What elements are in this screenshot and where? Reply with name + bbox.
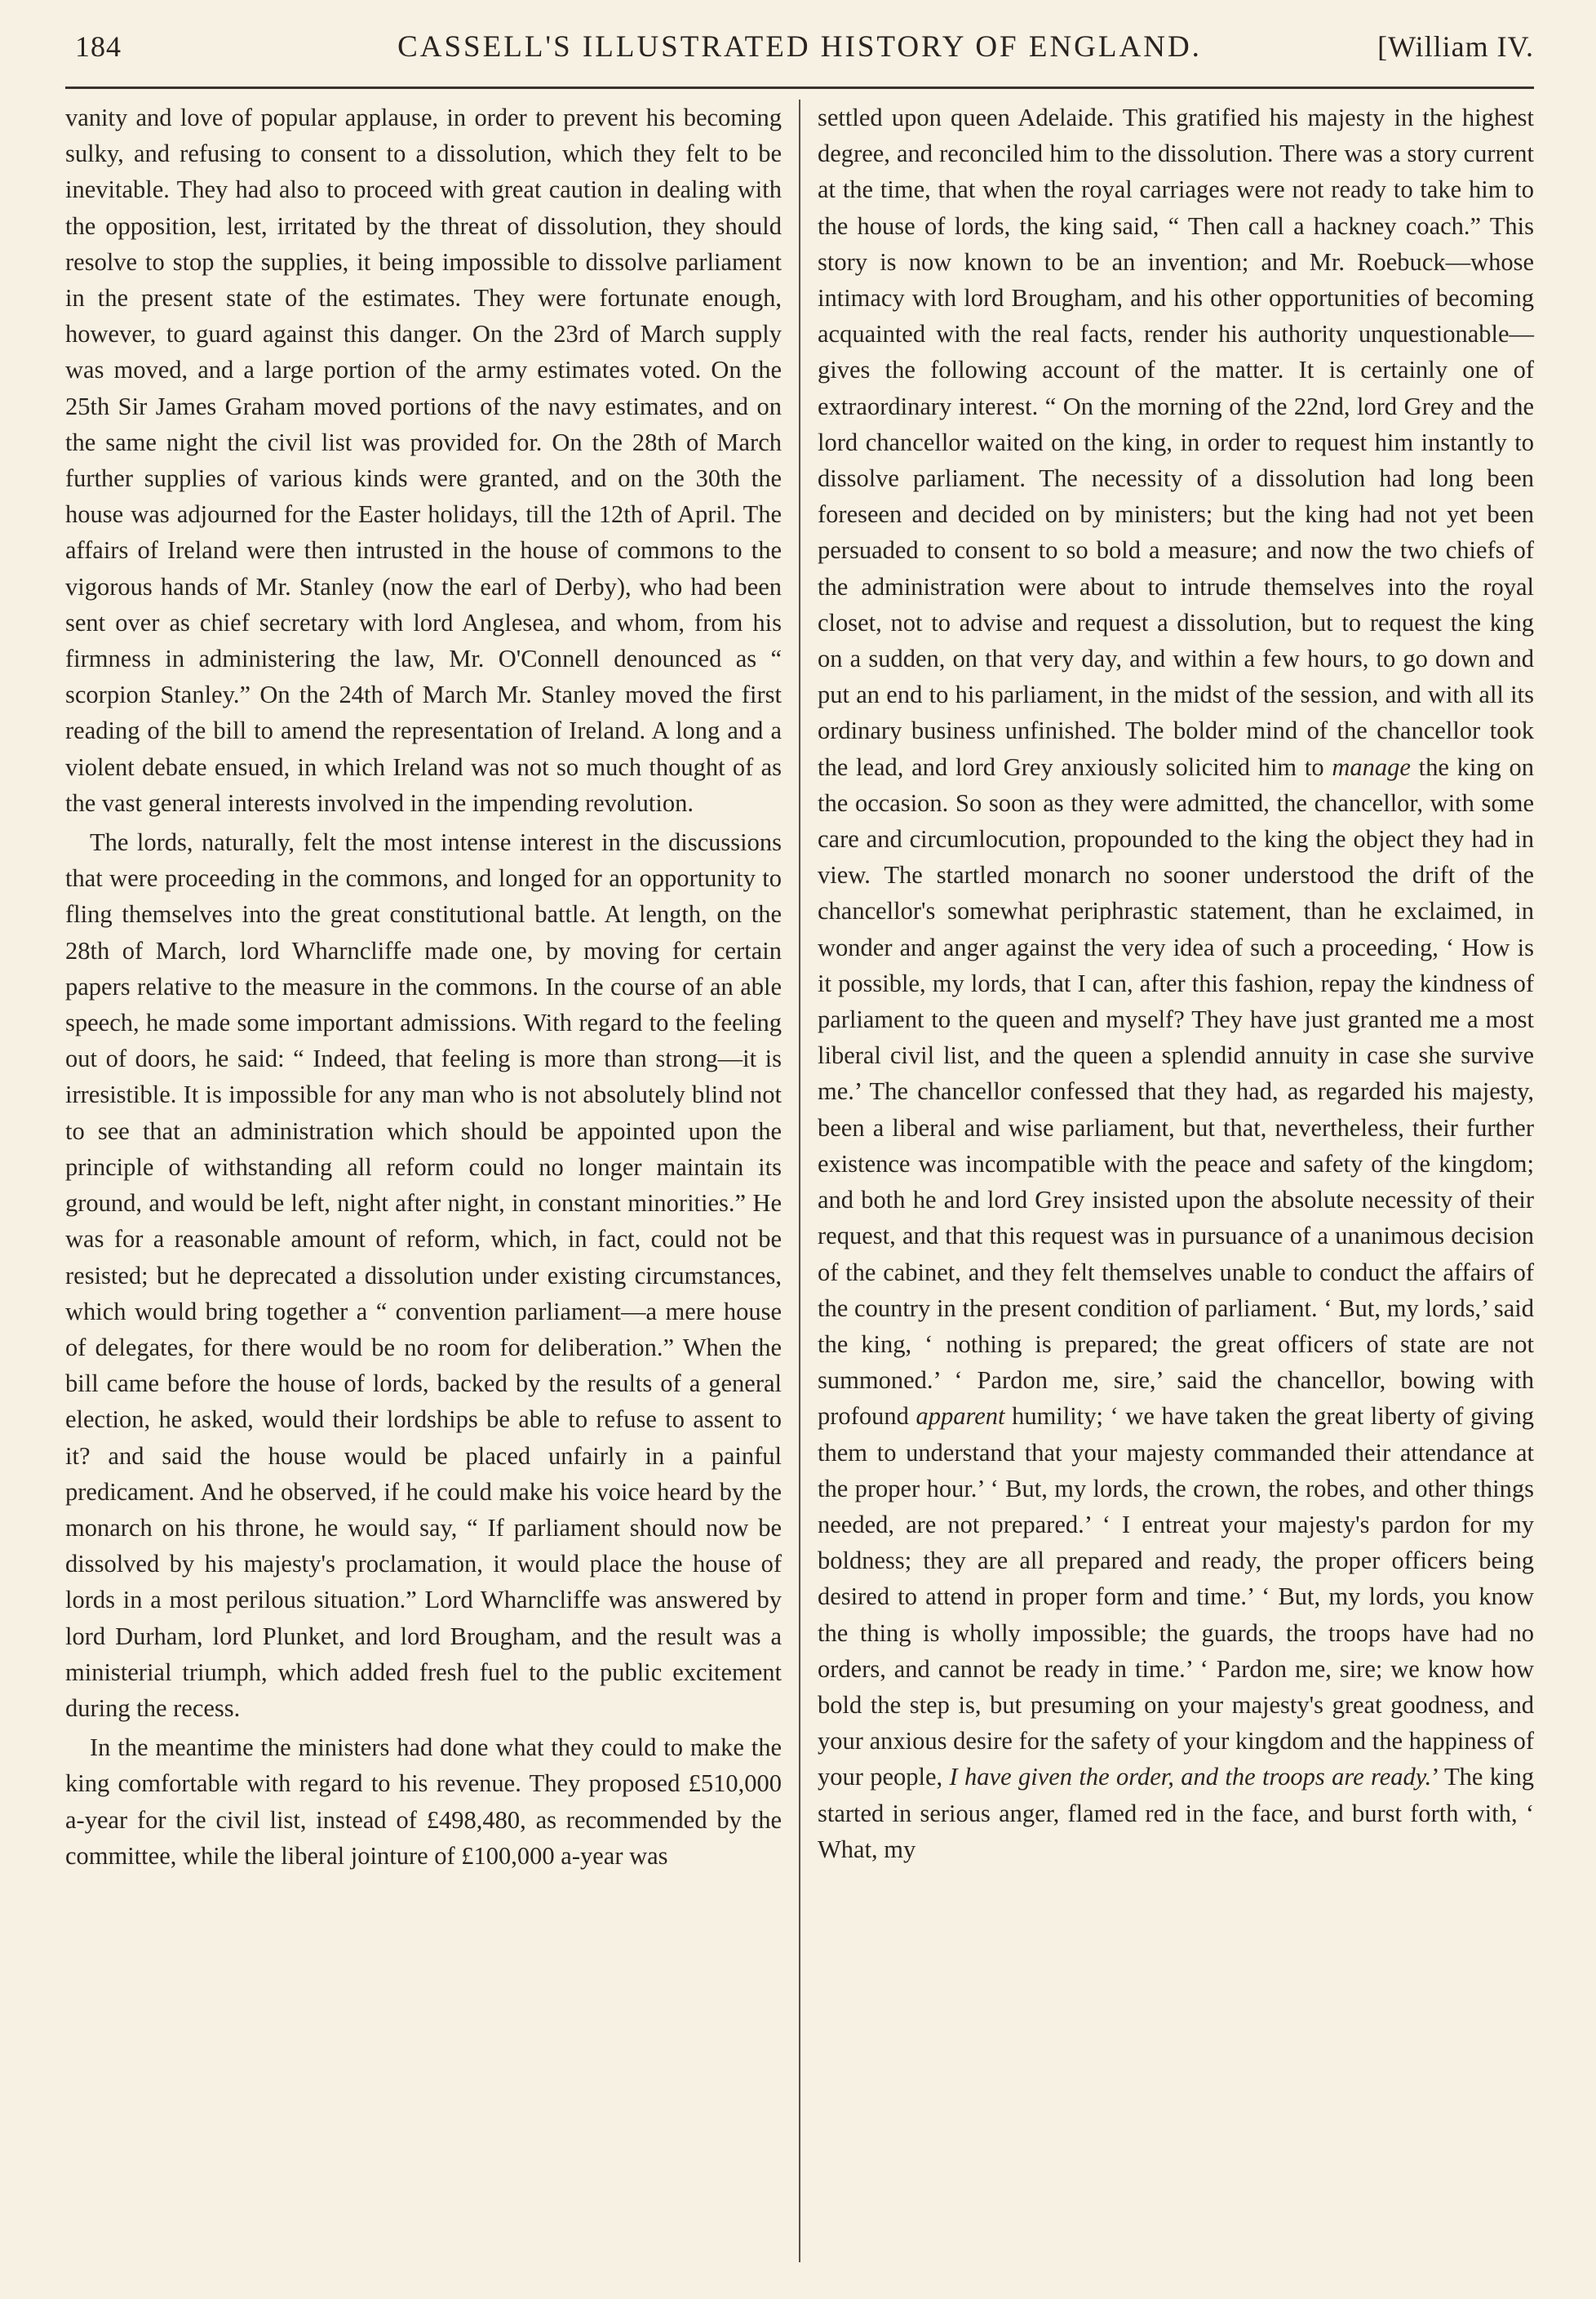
running-reign: [William IV. — [1377, 30, 1534, 63]
paragraph: vanity and love of popular applause, in order to prevent his becoming sulky, and refusing to consent to a dissolution, which they felt to be inevitable. They had also to proceed with great caution in dealing with the opposition, lest, irritated by the threat of dissolution, they should resolve to stop the supplies, it being impossible to dissolve parliament in the present state of the estimates. They were fortunate enough, however, to guard against this danger. On the 23rd of March supply was moved, and a large portion of the army estimates voted. On the 25th Sir James Graham moved portions of the navy estimates, and on the same night the civil list was provided for. On the 28th of March further supplies of various kinds were granted, and on the 30th the house was adjourned for the Easter holidays, till the 12th of April. The affairs of Ireland were then intrusted in the house of commons to the vigorous hands of Mr. Stanley (now the earl of Derby), who had been sent over as chief secretary with lord Anglesea, and whom, from his firmness in administering the law, Mr. O'Connell denounced as “ scorpion Stanley.” On the 24th of March Mr. Stanley moved the first reading of the bill to amend the representation of Ireland. A long and a violent debate ensued, in which Ireland was not so much thought of as the vast general interests involved in the impending revolution. — [65, 104, 782, 817]
page-number: 184 — [75, 30, 122, 63]
text-run: settled upon queen Adelaide. This gratified his majesty in the highest degree, and reconciled him to the dissolution. There was a story current at the time, that when the royal carriages were not ready to take him to the house of lords, the king said, “ Then call a hackney coach.” This story is now known to be an invention; and Mr. Roebuck—whose intimacy with lord Brougham, and his other opportunities of becoming acquainted with the real facts, render his authority unquestionable—gives the following account of the matter. It is certainly one of extraordinary interest. “ On the morning of the 22nd, lord Grey and the lord chancellor waited on the king, in order to request him instantly to dissolve parliament. The necessity of a dissolution had long been foreseen and decided on by ministers; but the king had not yet been persuaded to consent to so bold a measure; and now the two chiefs of the administration were about to intrude themselves into the royal closet, not to advise and request a dissolution, but to request the king on a sudden, on that very day, and within a few hours, to go down and put an end to his parliament, in the midst of the session, and with all its ordinary business unfinished. The bolder mind of the chancellor took the lead, and lord Grey anxiously solicited him to — [818, 104, 1534, 781]
italic-text: I have given the order, and the troops are ready. — [949, 1763, 1432, 1791]
left-column — [65, 100, 782, 2262]
column-divider — [799, 100, 800, 2262]
book-page — [65, 24, 1534, 2277]
right-column — [818, 100, 1534, 2262]
italic-text: apparent — [915, 1402, 1005, 1431]
text-columns — [65, 100, 1534, 2262]
text-run: humility; ‘ we have taken the great liberty of giving them to understand that your majesty commanded their attendance at the proper hour.’ ‘ But, my lords, the crown, the robes, and other things needed, are not prepared.’ ‘ I entreat your majesty's pardon for my boldness; they are all prepared and ready, the proper officers being desired to attend in proper form and time.’ ‘ But, my lords, you know the thing is wholly impossible; the guards, the troops have had no orders, and cannot be ready in time.’ ‘ Pardon me, sire; we know how bold the step is, but presuming on your majesty's great goodness, and your anxious desire for the safety of your kingdom and the happiness of your people, — [818, 1402, 1535, 1791]
paragraph — [818, 100, 1534, 1867]
italic-text: manage — [1332, 752, 1411, 781]
paragraph: The lords, naturally, felt the most intense interest in the discussions that were proceeding in the commons, and longed for an opportunity to fling themselves into the great constitutional battle. At length, on the 28th of March, lord Wharncliffe made one, by moving for certain papers relative to the measure in the commons. In the course of an able speech, he made some important admissions. With regard to the feeling out of doors, he said: “ Indeed, that feeling is more than strong—it is irresistible. It is impossible for any man who is not absolutely blind not to see that an administration which should be appointed upon the principle of withstanding all reform could no longer maintain its ground, and would be left, night after night, in constant minorities.” He was for a reasonable amount of reform, which, in fact, could not be resisted; but he deprecated a dissolution under existing circumstances, which would bring together a “ convention parliament—a mere house of delegates, for there would be no room for deliberation.” When the bill came before the house of lords, backed by the results of a general election, he asked, would their lordships be able to refuse to assent to it? and said the house would be placed unfairly in a painful predicament. And he observed, if he could make his voice heard by the monarch on his throne, he would say, “ If parliament should now be dissolved by his majesty's proclamation, it would place the house of lords in a most perilous situation.” Lord Wharncliffe was answered by lord Durham, lord Plunket, and lord Brougham, and the result was a ministerial triumph, which added fresh fuel to the public excitement during the recess. — [65, 828, 782, 1722]
text-run: the king on the occasion. So soon as they were admitted, the chancellor, with some care and circumlocution, propounded to the king the object they had in view. The startled monarch no sooner understood the drift of the chancellor's somewhat periphrastic statement, than he exclaimed, in wonder and anger against the very idea of such a proceeding, ‘ How is it possible, my lords, that I can, after this fashion, repay the kindness of parliament to the queen and myself? They have just granted me a most liberal civil list, and the queen a splendid annuity in case she survive me.’ The chancellor confessed that they had, as regarded his majesty, been a liberal and wise parliament, but that, nevertheless, their further existence was incompatible with the peace and safety of the kingdom; and both he and lord Grey insisted upon the absolute necessity of their request, and that this request was in pursuance of a unanimous decision of the cabinet, and they felt themselves unable to conduct the affairs of the country in the present condition of parliament. ‘ But, my lords,’ said the king, ‘ nothing is prepared; the great officers of state are not summoned.’ ‘ Pardon me, sire,’ said the chancellor, bowing with profound — [818, 752, 1535, 1431]
running-title: CASSELL'S ILLUSTRATED HISTORY OF ENGLAND. — [397, 30, 1202, 64]
text-run: ’ The king started in serious anger, flamed red in the face, and burst forth with, ‘ What, my — [818, 1763, 1534, 1863]
running-head — [65, 24, 1534, 89]
paragraph: In the meantime the ministers had done what they could to make the king comfortable with regard to his revenue. They proposed £510,000 a-year for the civil list, instead of £498,480, as recommended by the committee, while the liberal jointure of £100,000 a-year was — [65, 1733, 782, 1870]
